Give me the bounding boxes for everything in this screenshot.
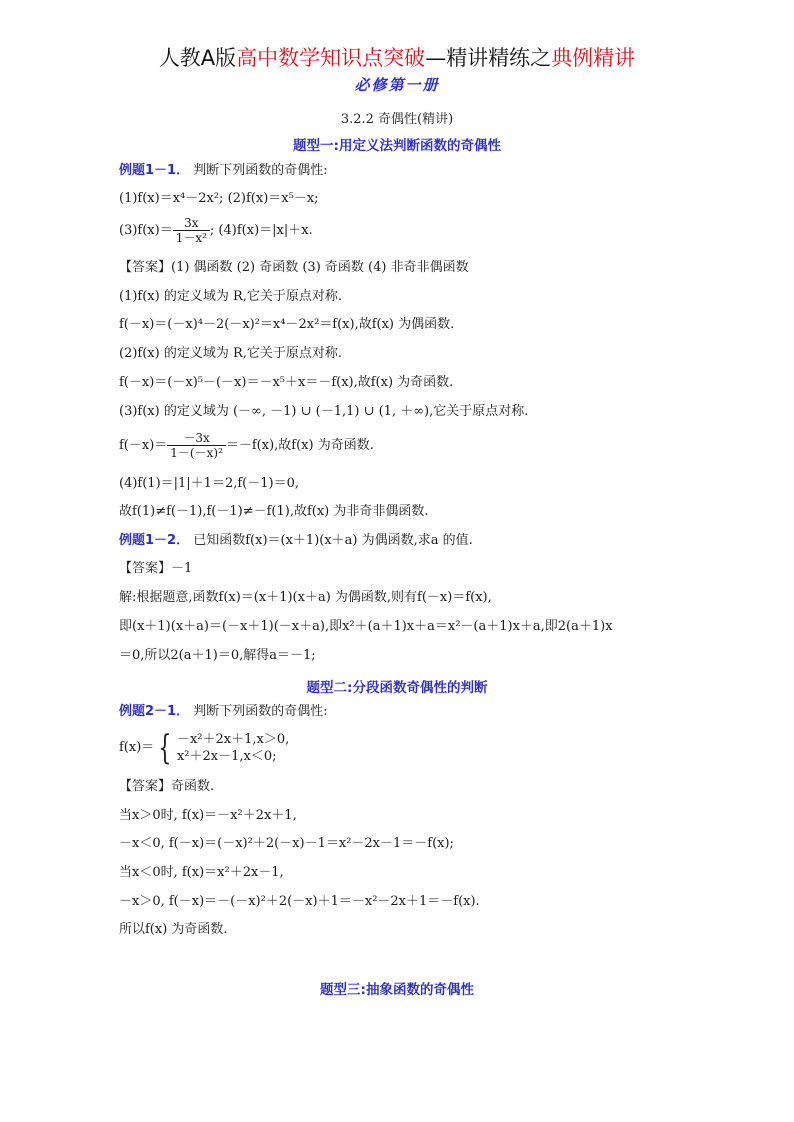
s6-fraction — [167, 431, 226, 460]
example-1-1-prompt — [119, 163, 328, 179]
case-2: x²＋2x－1,x＜0; — [176, 749, 277, 764]
s6-suffix: ＝－f(x),故f(x) 为奇函数. — [225, 438, 374, 453]
s6-denominator: 1－(－x)² — [170, 446, 223, 460]
example-1-2-label: 例题1－2． — [119, 533, 190, 548]
section-title: 3.2.2 奇偶性(精讲) — [340, 112, 454, 127]
example-2-1-answer: 【答案】奇函数. — [119, 779, 215, 794]
example-1-1-items-a: (1)f(x)＝x⁴－2x²; (2)f(x)＝x⁵－x; — [119, 191, 319, 206]
solution-line: ＝0,所以2(a＋1)＝0,解得a＝－1; — [119, 648, 316, 663]
example-1-2-prompt — [119, 533, 473, 549]
solution-line: －x＞0, f(－x)＝－(－x)²＋2(－x)＋1＝－x²－2x＋1＝－f(x). — [119, 894, 480, 909]
item3-prefix: (3)f(x)＝ — [119, 223, 173, 238]
title-part-1: 人教A版 — [158, 46, 237, 70]
example-1-1-answer: 【答案】(1) 偶函数 (2) 奇函数 (3) 奇函数 (4) 非奇非偶函数 — [119, 260, 469, 275]
title-part-4: 典例精讲 — [551, 46, 636, 70]
type1-heading: 题型一:用定义法判断函数的奇偶性 — [293, 138, 501, 154]
example-1-1-text: 判断下列函数的奇偶性: — [193, 163, 328, 178]
item3-numerator: 3x — [173, 216, 210, 231]
example-1-2-text: 已知函数f(x)＝(x＋1)(x＋a) 为偶函数,求a 的值. — [193, 533, 473, 548]
piecewise-lhs: f(x)＝ — [119, 740, 155, 755]
solution-line: 当x＜0时, f(x)＝x²＋2x－1, — [119, 865, 284, 880]
document-subtitle: 必修第一册 — [354, 76, 440, 94]
solution-line: 故f(1)≠f(－1),f(－1)≠－f(1),故f(x) 为非奇非偶函数. — [119, 504, 429, 519]
example-2-1-label: 例题2－1． — [119, 704, 190, 719]
solution-line: 所以f(x) 为奇函数. — [119, 922, 228, 937]
solution-line-fraction — [119, 431, 374, 460]
piecewise-cases — [177, 731, 289, 765]
solution-line: (4)f(1)＝|1|＋1＝2,f(－1)＝0, — [119, 476, 299, 491]
solution-line: f(－x)＝(－x)⁵－(－x)＝－x⁵＋x＝－f(x),故f(x) 为奇函数. — [119, 375, 454, 390]
example-1-1-items-b — [119, 216, 313, 245]
solution-line: 当x＞0时, f(x)＝－x²＋2x＋1, — [119, 808, 297, 823]
solution-line: 解:根据题意,函数f(x)＝(x＋1)(x＋a) 为偶函数,则有f(－x)＝f(x), — [119, 590, 492, 605]
left-brace: { — [158, 728, 172, 768]
type2-heading: 题型二:分段函数奇偶性的判断 — [306, 680, 488, 696]
solution-line: (1)f(x) 的定义域为 R,它关于原点对称. — [119, 289, 343, 304]
solution-line: (3)f(x) 的定义域为 (－∞, －1) ∪ (－1,1) ∪ (1, ＋∞),它关于原点对称. — [119, 404, 529, 419]
title-part-3: —精讲精练之 — [425, 46, 552, 70]
example-1-2-answer: 【答案】－1 — [119, 561, 193, 576]
example-2-1-text: 判断下列函数的奇偶性: — [193, 704, 328, 719]
item3-suffix: ; (4)f(x)＝|x|＋x. — [209, 223, 313, 238]
solution-line: 即(x＋1)(x＋a)＝(－x＋1)(－x＋a),即x²＋(a＋1)x＋a＝x²－(a＋1)x＋a,即2(a＋1)x — [119, 619, 613, 634]
s6-prefix: f(－x)＝ — [119, 438, 168, 453]
solution-line: f(－x)＝(－x)⁴－2(－x)²＝x⁴－2x²＝f(x),故f(x) 为偶函数. — [119, 317, 455, 332]
case-1: －x²＋2x＋1,x＞0, — [176, 732, 290, 747]
item3-fraction — [173, 216, 210, 245]
document-title — [0, 42, 794, 72]
solution-line: －x＜0, f(－x)＝(－x)²＋2(－x)－1＝x²－2x－1＝－f(x); — [119, 836, 454, 851]
title-part-2: 高中数学知识点突破 — [236, 46, 426, 70]
s6-numerator: －3x — [167, 431, 226, 446]
example-1-1-label: 例题1－1． — [119, 163, 190, 178]
example-2-1-prompt — [119, 704, 328, 720]
piecewise-function — [119, 728, 290, 768]
item3-denominator: 1－x² — [175, 231, 207, 245]
type3-heading: 题型三:抽象函数的奇偶性 — [320, 982, 474, 998]
solution-line: (2)f(x) 的定义域为 R,它关于原点对称. — [119, 346, 343, 361]
